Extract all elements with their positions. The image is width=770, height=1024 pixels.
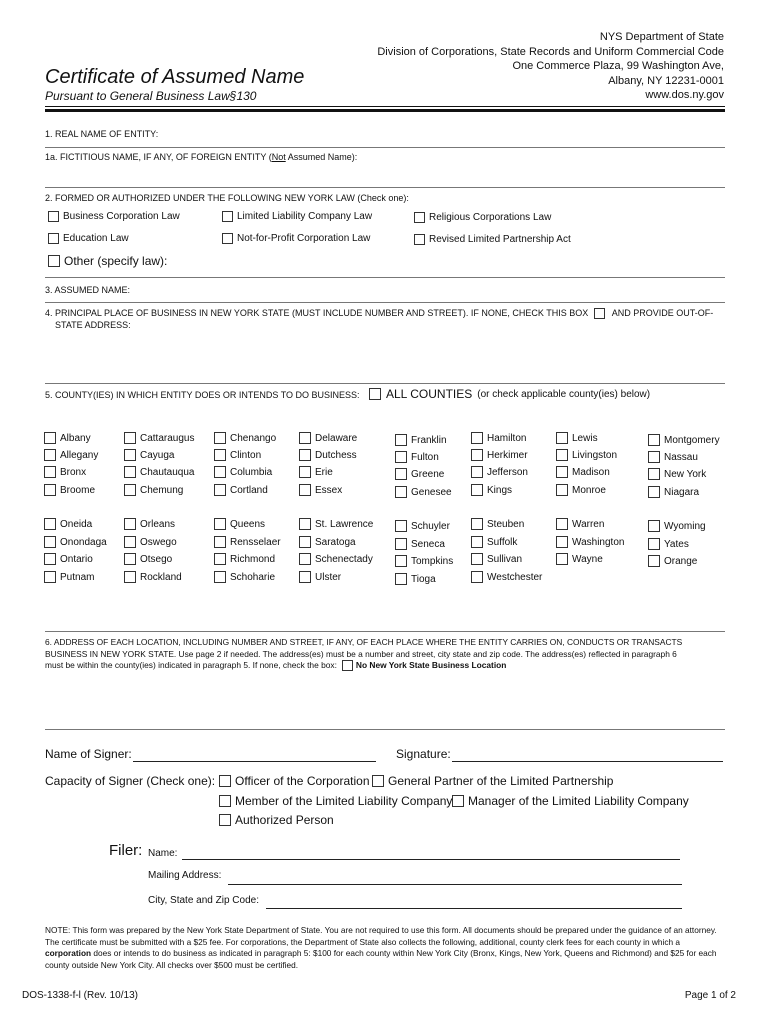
checkbox[interactable] bbox=[471, 553, 483, 565]
county-option[interactable] bbox=[124, 536, 177, 548]
county-option[interactable] bbox=[648, 555, 697, 567]
checkbox[interactable] bbox=[44, 536, 56, 548]
county-label: Delaware bbox=[315, 432, 358, 444]
checkbox[interactable] bbox=[214, 432, 226, 444]
checkbox[interactable] bbox=[372, 775, 384, 787]
section-1-label: 1. REAL NAME OF ENTITY: bbox=[45, 129, 159, 139]
county-option[interactable] bbox=[124, 518, 175, 530]
county-label: Albany bbox=[60, 432, 91, 444]
checkbox[interactable] bbox=[44, 484, 56, 496]
checkbox[interactable] bbox=[395, 434, 407, 446]
county-label: Rockland bbox=[140, 571, 182, 583]
section-6-line: 6. ADDRESS OF EACH LOCATION, INCLUDING NUMBER AND STREET, IF ANY, OF EACH PLACE WHERE THE ENTITY CARRIES ON, CONDUCTS OR TRANSACTS bbox=[45, 637, 683, 647]
form-title: Certificate of Assumed Name bbox=[45, 66, 305, 88]
county-label: Otsego bbox=[140, 553, 173, 565]
checkbox[interactable] bbox=[124, 466, 136, 478]
checkbox[interactable] bbox=[44, 449, 56, 461]
section-5-label: 5. COUNTY(IES) IN WHICH ENTITY DOES OR INTENDS TO DO BUSINESS: bbox=[45, 390, 360, 400]
checkbox[interactable] bbox=[44, 466, 56, 478]
capacity-option[interactable] bbox=[452, 794, 689, 808]
county-option[interactable] bbox=[44, 466, 86, 478]
law-option-label: Business Corporation Law bbox=[63, 211, 180, 222]
county-label: Tioga bbox=[411, 573, 436, 585]
checkbox[interactable] bbox=[395, 451, 407, 463]
checkbox[interactable] bbox=[299, 484, 311, 496]
county-option[interactable] bbox=[299, 432, 357, 444]
county-label: Dutchess bbox=[315, 449, 357, 461]
checkbox[interactable] bbox=[299, 518, 311, 530]
filer-mailing-field[interactable] bbox=[228, 884, 682, 885]
county-label: Livingston bbox=[572, 449, 618, 461]
checkbox[interactable] bbox=[124, 518, 136, 530]
checkbox[interactable] bbox=[648, 451, 660, 463]
no-ny-location-label: No New York State Business Location bbox=[355, 660, 507, 670]
county-label: Kings bbox=[487, 484, 513, 496]
county-option[interactable] bbox=[44, 571, 94, 583]
section-1a-suffix: Assumed Name): bbox=[285, 152, 358, 162]
checkbox[interactable] bbox=[44, 553, 56, 565]
section-3-label: 3. ASSUMED NAME: bbox=[45, 285, 131, 295]
county-label: Cattaraugus bbox=[140, 432, 195, 444]
checkbox[interactable] bbox=[452, 795, 464, 807]
county-option[interactable] bbox=[556, 466, 610, 478]
county-option[interactable] bbox=[395, 486, 452, 498]
county-option[interactable] bbox=[395, 520, 450, 532]
section-4-label bbox=[45, 308, 713, 319]
county-label: Cayuga bbox=[140, 449, 175, 461]
county-label: Richmond bbox=[230, 553, 276, 565]
county-option[interactable] bbox=[556, 449, 617, 461]
county-option[interactable] bbox=[299, 553, 373, 565]
checkbox[interactable] bbox=[395, 573, 407, 585]
county-label: Herkimer bbox=[487, 449, 528, 461]
checkbox[interactable] bbox=[44, 432, 56, 444]
county-label: Genesee bbox=[411, 486, 452, 498]
county-option[interactable] bbox=[648, 468, 706, 480]
checkbox[interactable] bbox=[648, 538, 660, 550]
county-label: Putnam bbox=[60, 571, 95, 583]
checkbox[interactable] bbox=[414, 234, 425, 245]
county-option[interactable] bbox=[648, 486, 699, 498]
law-option-label: Revised Limited Partnership Act bbox=[429, 234, 571, 245]
county-label: Montgomery bbox=[664, 434, 720, 446]
county-label: Steuben bbox=[487, 518, 525, 530]
county-option[interactable] bbox=[124, 449, 174, 461]
signer-name-field[interactable] bbox=[133, 761, 376, 762]
law-option[interactable] bbox=[222, 211, 372, 222]
checkbox[interactable] bbox=[471, 432, 483, 444]
checkbox[interactable] bbox=[648, 520, 660, 532]
checkbox[interactable] bbox=[471, 484, 483, 496]
checkbox[interactable] bbox=[124, 432, 136, 444]
agency-line: NYS Department of State bbox=[599, 31, 724, 43]
law-option[interactable] bbox=[414, 212, 551, 223]
county-option[interactable] bbox=[299, 466, 333, 478]
county-label: Yates bbox=[664, 538, 689, 550]
capacity-option[interactable] bbox=[219, 774, 370, 788]
law-option-other[interactable] bbox=[48, 254, 167, 268]
law-option-label: Not-for-Profit Corporation Law bbox=[237, 233, 371, 244]
county-option[interactable] bbox=[44, 536, 107, 548]
county-option[interactable] bbox=[44, 449, 98, 461]
county-label: Clinton bbox=[230, 449, 262, 461]
agency-line: Albany, NY 12231-0001 bbox=[608, 74, 724, 87]
county-option[interactable] bbox=[214, 466, 272, 478]
county-option[interactable] bbox=[648, 538, 689, 550]
checkbox[interactable] bbox=[214, 449, 226, 461]
county-option[interactable] bbox=[471, 466, 528, 478]
fee-note-bold: corporation bbox=[45, 948, 92, 958]
section-4-text: 4. PRINCIPAL PLACE OF BUSINESS IN NEW YORK STATE (MUST INCLUDE NUMBER AND STREET). IF NONE, CHECK THIS BOX bbox=[45, 308, 589, 318]
county-label: Schuyler bbox=[411, 520, 450, 532]
checkbox[interactable] bbox=[471, 449, 483, 461]
county-label: Westchester bbox=[487, 571, 543, 583]
county-option[interactable] bbox=[124, 466, 195, 478]
agency-address bbox=[377, 30, 724, 103]
county-label: Tompkins bbox=[411, 555, 454, 567]
section-1a-label bbox=[45, 152, 357, 162]
checkbox[interactable] bbox=[214, 571, 226, 583]
checkbox[interactable] bbox=[556, 553, 568, 565]
county-option[interactable] bbox=[471, 518, 524, 530]
checkbox[interactable] bbox=[414, 212, 425, 223]
checkbox[interactable] bbox=[556, 518, 568, 530]
section-6-line bbox=[45, 660, 735, 672]
county-option[interactable] bbox=[395, 451, 439, 463]
county-option[interactable] bbox=[648, 434, 720, 446]
header-rule-thick bbox=[45, 109, 725, 112]
out-of-state-checkbox[interactable] bbox=[594, 308, 605, 319]
checkbox[interactable] bbox=[214, 466, 226, 478]
county-label: Fulton bbox=[411, 451, 439, 463]
checkbox[interactable] bbox=[214, 536, 226, 548]
checkbox[interactable] bbox=[648, 555, 660, 567]
checkbox[interactable] bbox=[48, 233, 59, 244]
county-option[interactable] bbox=[471, 449, 528, 461]
fee-note bbox=[45, 925, 725, 971]
county-label: Saratoga bbox=[315, 536, 356, 548]
capacity-option-label: Member of the Limited Liability Company bbox=[235, 794, 453, 808]
filer-city-field[interactable] bbox=[266, 908, 682, 909]
law-option[interactable] bbox=[414, 234, 571, 245]
county-option[interactable] bbox=[395, 573, 436, 585]
form-subtitle: Pursuant to General Business Law§130 bbox=[45, 89, 257, 103]
checkbox[interactable] bbox=[219, 795, 231, 807]
county-label: Essex bbox=[315, 484, 343, 496]
county-label: Schenectady bbox=[315, 553, 373, 565]
county-label: New York bbox=[664, 468, 707, 480]
divider bbox=[45, 147, 725, 148]
county-label: Suffolk bbox=[487, 536, 518, 548]
county-option[interactable] bbox=[214, 432, 276, 444]
county-option[interactable] bbox=[299, 449, 357, 461]
county-option[interactable] bbox=[471, 432, 526, 444]
county-option[interactable] bbox=[214, 449, 261, 461]
county-option[interactable] bbox=[124, 571, 182, 583]
checkbox[interactable] bbox=[471, 466, 483, 478]
county-label: Washington bbox=[572, 536, 625, 548]
law-option-label: Education Law bbox=[63, 233, 129, 244]
checkbox[interactable] bbox=[556, 484, 568, 496]
divider bbox=[45, 187, 725, 188]
checkbox[interactable] bbox=[395, 468, 407, 480]
checkbox[interactable] bbox=[648, 468, 660, 480]
county-label: Wayne bbox=[572, 553, 603, 565]
checkbox[interactable] bbox=[299, 466, 311, 478]
county-label: Lewis bbox=[572, 432, 598, 444]
checkbox[interactable] bbox=[124, 449, 136, 461]
checkbox[interactable] bbox=[369, 388, 381, 400]
county-label: Allegany bbox=[60, 449, 99, 461]
filer-label: Filer: bbox=[109, 842, 143, 859]
agency-line: One Commerce Plaza, 99 Washington Ave, bbox=[512, 60, 724, 72]
section-4-text-cont: AND PROVIDE OUT-OF- bbox=[611, 308, 714, 318]
capacity-option-label: Officer of the Corporation bbox=[235, 774, 370, 788]
capacity-option[interactable] bbox=[219, 794, 452, 808]
checkbox[interactable] bbox=[124, 553, 136, 565]
county-label: Seneca bbox=[411, 538, 445, 550]
section-6-line3-text: must be within the county(ies) indicated in paragraph 5. If none, check the box: bbox=[45, 660, 337, 670]
county-label: Chenango bbox=[230, 432, 277, 444]
checkbox[interactable] bbox=[395, 486, 407, 498]
divider bbox=[45, 729, 725, 730]
county-label: Warren bbox=[572, 518, 605, 530]
law-option[interactable] bbox=[48, 233, 129, 244]
county-option[interactable] bbox=[471, 571, 542, 583]
county-option[interactable] bbox=[124, 553, 172, 565]
capacity-option[interactable] bbox=[372, 774, 613, 788]
county-option[interactable] bbox=[299, 536, 356, 548]
county-option[interactable] bbox=[471, 484, 512, 496]
checkbox[interactable] bbox=[556, 466, 568, 478]
county-option[interactable] bbox=[395, 555, 453, 567]
county-label: Orleans bbox=[140, 518, 176, 530]
filer-name-label: Name: bbox=[148, 848, 178, 859]
county-option[interactable] bbox=[44, 553, 93, 565]
county-option[interactable] bbox=[395, 434, 447, 446]
filer-city-label: City, State and Zip Code: bbox=[148, 895, 259, 906]
county-label: Broome bbox=[60, 484, 96, 496]
capacity-option-label: General Partner of the Limited Partnership bbox=[388, 774, 614, 788]
county-option[interactable] bbox=[556, 536, 624, 548]
county-option[interactable] bbox=[648, 451, 698, 463]
section-4-label-2: STATE ADDRESS: bbox=[55, 320, 131, 330]
capacity-option-label: Manager of the Limited Liability Company bbox=[468, 794, 689, 808]
county-label: Jefferson bbox=[487, 466, 528, 478]
county-label: Schoharie bbox=[230, 571, 276, 583]
page-number: Page 1 of 2 bbox=[684, 990, 736, 1001]
county-option[interactable] bbox=[124, 432, 194, 444]
county-option[interactable] bbox=[556, 518, 604, 530]
law-option-label: Limited Liability Company Law bbox=[237, 211, 373, 222]
divider bbox=[45, 383, 725, 384]
county-option[interactable] bbox=[299, 518, 373, 530]
checkbox[interactable] bbox=[648, 486, 660, 498]
all-counties-label: ALL COUNTIES bbox=[386, 387, 473, 401]
checkbox[interactable] bbox=[648, 434, 660, 446]
county-option[interactable] bbox=[214, 484, 268, 496]
agency-line: Division of Corporations, State Records and Uniform Commercial Code bbox=[377, 45, 724, 58]
county-label: St. Lawrence bbox=[315, 518, 374, 530]
county-option[interactable] bbox=[44, 432, 91, 444]
divider bbox=[45, 302, 725, 303]
county-option[interactable] bbox=[214, 536, 281, 548]
agency-website: www.dos.ny.gov bbox=[645, 89, 724, 101]
checkbox[interactable] bbox=[214, 518, 226, 530]
all-counties-option[interactable] bbox=[369, 387, 650, 401]
county-label: Rensselaer bbox=[230, 536, 281, 548]
county-label: Onondaga bbox=[60, 536, 107, 548]
section-1a-not: Not bbox=[271, 152, 286, 162]
checkbox[interactable] bbox=[556, 432, 568, 444]
county-option[interactable] bbox=[299, 571, 341, 583]
law-option[interactable] bbox=[48, 211, 180, 222]
checkbox[interactable] bbox=[214, 553, 226, 565]
county-option[interactable] bbox=[395, 468, 444, 480]
checkbox[interactable] bbox=[222, 211, 233, 222]
checkbox[interactable] bbox=[219, 775, 231, 787]
county-label: Sullivan bbox=[487, 553, 523, 565]
county-label: Ulster bbox=[315, 571, 342, 583]
checkbox[interactable] bbox=[299, 536, 311, 548]
law-option-label: Other (specify law): bbox=[64, 254, 168, 268]
county-label: Queens bbox=[230, 518, 266, 530]
county-label: Franklin bbox=[411, 434, 447, 446]
county-option[interactable] bbox=[556, 553, 603, 565]
county-option[interactable] bbox=[471, 536, 517, 548]
county-label: Nassau bbox=[664, 451, 698, 463]
fee-note-text: NOTE: This form was prepared by the New York State Department of State. You are not required to use this form. All documents should be prepared under the guidance of an attorney. The certificate must be submitted with a $25 fee. For corporations, the Department of State also collects the following, additional, county clerk fees for each county in which a bbox=[45, 925, 717, 947]
checkbox[interactable] bbox=[219, 814, 231, 826]
county-option[interactable] bbox=[214, 553, 275, 565]
county-label: Cortland bbox=[230, 484, 268, 496]
checkbox[interactable] bbox=[471, 536, 483, 548]
filer-mailing-label: Mailing Address: bbox=[148, 870, 222, 881]
county-label: Chemung bbox=[140, 484, 184, 496]
county-option[interactable] bbox=[471, 553, 522, 565]
checkbox[interactable] bbox=[124, 536, 136, 548]
checkbox[interactable] bbox=[48, 255, 60, 267]
checkbox[interactable] bbox=[48, 211, 59, 222]
county-label: Orange bbox=[664, 555, 698, 567]
checkbox[interactable] bbox=[299, 553, 311, 565]
all-counties-note: (or check applicable county(ies) below) bbox=[477, 388, 651, 400]
filer-name-field[interactable] bbox=[182, 859, 680, 860]
checkbox[interactable] bbox=[395, 520, 407, 532]
signature-label: Signature: bbox=[396, 747, 451, 761]
section-6-label bbox=[45, 637, 735, 672]
law-option-label: Religious Corporations Law bbox=[429, 212, 552, 223]
checkbox[interactable] bbox=[471, 518, 483, 530]
county-label: Bronx bbox=[60, 466, 87, 478]
checkbox[interactable] bbox=[471, 571, 483, 583]
county-label: Monroe bbox=[572, 484, 606, 496]
county-option[interactable] bbox=[556, 484, 606, 496]
county-label: Ontario bbox=[60, 553, 93, 565]
county-option[interactable] bbox=[214, 571, 275, 583]
fee-note-text-2: does or intends to do business as indicated in paragraph 5: $100 for each county within New York City (Bronx, Kings, New York, Queens and Richmond) and $25 for each county outside New York City. All checks over $500 must be certified. bbox=[45, 948, 717, 970]
county-label: Niagara bbox=[664, 486, 700, 498]
county-label: Oneida bbox=[60, 518, 93, 530]
section-6-line: BUSINESS IN NEW YORK STATE. Use page 2 if needed. The address(es) must be a number and street, city state and zip code. The address(es) reflected in paragraph 6 bbox=[45, 648, 677, 659]
checkbox[interactable] bbox=[124, 484, 136, 496]
county-option[interactable] bbox=[124, 484, 183, 496]
county-option[interactable] bbox=[214, 518, 265, 530]
form-number: DOS-1338-f-l (Rev. 10/13) bbox=[22, 990, 138, 1001]
signature-field[interactable] bbox=[452, 761, 723, 762]
county-option[interactable] bbox=[395, 538, 445, 550]
county-label: Hamilton bbox=[487, 432, 527, 444]
county-label: Wyoming bbox=[664, 520, 706, 532]
capacity-label: Capacity of Signer (Check one): bbox=[45, 774, 216, 788]
county-option[interactable] bbox=[44, 484, 95, 496]
no-ny-location-checkbox[interactable] bbox=[342, 660, 353, 671]
checkbox[interactable] bbox=[214, 484, 226, 496]
county-label: Chautauqua bbox=[140, 466, 195, 478]
county-label: Madison bbox=[572, 466, 610, 478]
capacity-option[interactable] bbox=[219, 813, 334, 827]
checkbox[interactable] bbox=[222, 233, 233, 244]
law-option[interactable] bbox=[222, 233, 370, 244]
checkbox[interactable] bbox=[124, 571, 136, 583]
header-rule-thin bbox=[45, 106, 725, 107]
signer-name-label: Name of Signer: bbox=[45, 747, 132, 761]
county-option[interactable] bbox=[556, 432, 598, 444]
county-option[interactable] bbox=[648, 520, 706, 532]
checkbox[interactable] bbox=[44, 571, 56, 583]
checkbox[interactable] bbox=[44, 518, 56, 530]
checkbox[interactable] bbox=[556, 536, 568, 548]
county-option[interactable] bbox=[299, 484, 342, 496]
capacity-option-label: Authorized Person bbox=[235, 813, 334, 827]
section-2-label: 2. FORMED OR AUTHORIZED UNDER THE FOLLOWING NEW YORK LAW (Check one): bbox=[45, 193, 409, 203]
county-option[interactable] bbox=[44, 518, 92, 530]
checkbox[interactable] bbox=[395, 555, 407, 567]
checkbox[interactable] bbox=[299, 432, 311, 444]
county-label: Columbia bbox=[230, 466, 273, 478]
county-label: Erie bbox=[315, 466, 333, 478]
county-label: Greene bbox=[411, 468, 445, 480]
checkbox[interactable] bbox=[299, 571, 311, 583]
checkbox[interactable] bbox=[556, 449, 568, 461]
county-label: Oswego bbox=[140, 536, 177, 548]
checkbox[interactable] bbox=[299, 449, 311, 461]
section-1a-prefix: 1a. FICTITIOUS NAME, IF ANY, OF FOREIGN ENTITY ( bbox=[45, 152, 272, 162]
checkbox[interactable] bbox=[395, 538, 407, 550]
divider bbox=[45, 631, 725, 632]
divider bbox=[45, 277, 725, 278]
